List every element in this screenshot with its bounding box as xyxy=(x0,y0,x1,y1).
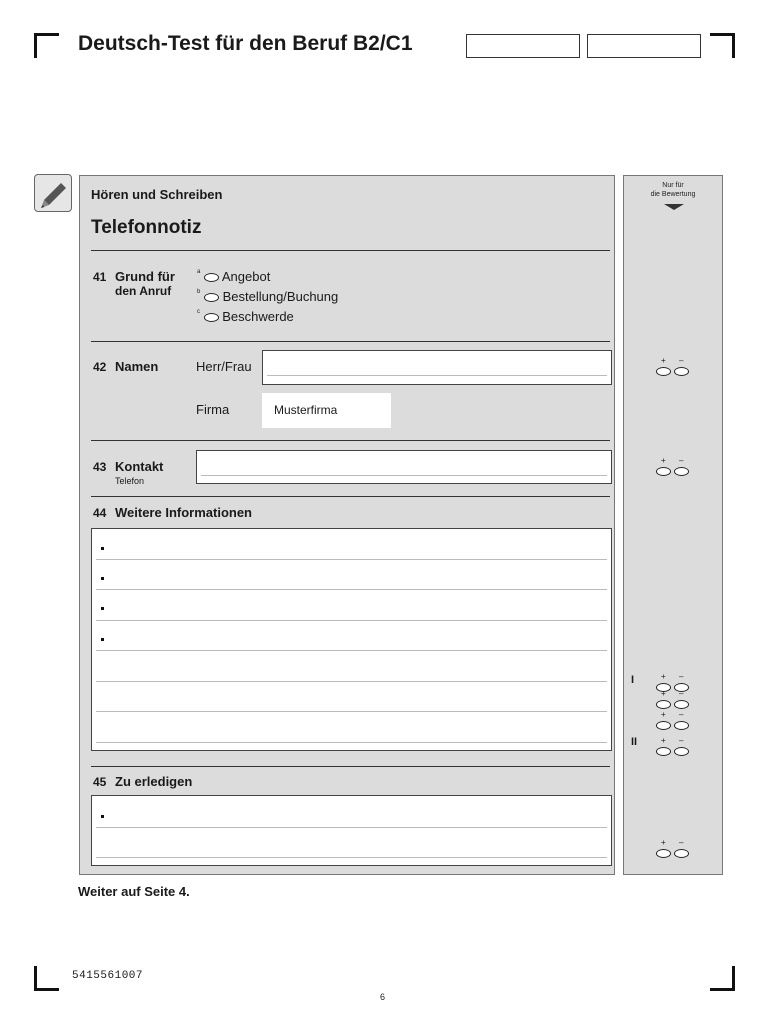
firma-value: Musterfirma xyxy=(274,403,338,417)
divider xyxy=(91,250,610,251)
score-minus-oval[interactable] xyxy=(674,721,689,730)
bullet xyxy=(101,577,104,580)
plus-sign: + xyxy=(661,456,666,465)
score-minus-oval[interactable] xyxy=(674,849,689,858)
radio-oval[interactable] xyxy=(204,313,219,322)
bullet xyxy=(101,607,104,610)
plus-sign: + xyxy=(661,838,666,847)
plus-sign: + xyxy=(661,672,666,681)
question-number-43: 43 xyxy=(93,460,107,474)
form-panel xyxy=(79,175,615,875)
score-plus-oval[interactable] xyxy=(656,849,671,858)
question-label-43: Kontakt xyxy=(115,459,164,474)
plus-sign: + xyxy=(661,689,666,698)
bullet xyxy=(101,815,104,818)
minus-sign: – xyxy=(679,689,684,698)
option-b[interactable] xyxy=(197,289,338,304)
kontakt-field[interactable] xyxy=(196,450,612,484)
minus-sign: – xyxy=(679,736,684,745)
plus-sign: + xyxy=(661,710,666,719)
writing-line xyxy=(267,375,607,376)
option-text: Beschwerde xyxy=(222,309,294,324)
divider xyxy=(91,766,610,767)
score-plus-oval[interactable] xyxy=(656,747,671,756)
corner-mark-bottom-left xyxy=(34,966,59,991)
divider xyxy=(91,496,610,497)
writing-line xyxy=(96,742,607,743)
page-title: Deutsch-Test für den Beruf B2/C1 xyxy=(78,32,413,55)
roman-numeral-1: I xyxy=(631,674,635,686)
form-heading: Telefonnotiz xyxy=(91,217,202,238)
option-c[interactable] xyxy=(197,309,294,324)
writing-line xyxy=(96,681,607,682)
header-input-box-1[interactable] xyxy=(466,34,580,58)
score-minus-oval[interactable] xyxy=(674,367,689,376)
option-text: Bestellung/Buchung xyxy=(222,289,339,304)
question-number-44: 44 xyxy=(93,506,107,520)
document-code: 5415561007 xyxy=(72,970,144,982)
radio-oval[interactable] xyxy=(204,293,219,302)
plus-sign: + xyxy=(661,356,666,365)
score-minus-oval[interactable] xyxy=(674,467,689,476)
question-label-42: Namen xyxy=(115,359,159,374)
minus-sign: – xyxy=(679,456,684,465)
minus-sign: – xyxy=(679,838,684,847)
firma-label: Firma xyxy=(196,402,230,417)
section-label: Hören und Schreiben xyxy=(91,187,223,202)
continue-note: Weiter auf Seite 4. xyxy=(78,884,190,899)
writing-line xyxy=(96,589,607,590)
question-sublabel-43: Telefon xyxy=(115,476,145,486)
evaluation-note-line2: die Bewertung xyxy=(650,191,696,198)
page-number: 6 xyxy=(380,992,386,1002)
score-q44-2 xyxy=(656,689,692,712)
question-label-41-line2: den Anruf xyxy=(115,284,172,298)
writing-line xyxy=(201,475,607,476)
option-letter: a xyxy=(197,269,201,275)
roman-numeral-2: II xyxy=(631,736,638,748)
score-q45 xyxy=(656,838,692,861)
writing-line xyxy=(96,559,607,560)
corner-mark-top-right xyxy=(710,33,735,58)
score-plus-oval[interactable] xyxy=(656,700,671,709)
question-number-45: 45 xyxy=(93,775,107,789)
header-input-box-2[interactable] xyxy=(587,34,701,58)
score-q43 xyxy=(656,456,692,479)
weitere-informationen-field[interactable] xyxy=(91,528,612,751)
score-q44-4 xyxy=(656,736,692,759)
score-plus-oval[interactable] xyxy=(656,467,671,476)
question-label-45: Zu erledigen xyxy=(115,774,193,789)
divider xyxy=(91,341,610,342)
option-a[interactable] xyxy=(197,269,270,284)
evaluation-note xyxy=(624,181,722,199)
radio-oval[interactable] xyxy=(204,273,219,282)
minus-sign: – xyxy=(679,710,684,719)
option-letter: b xyxy=(197,289,201,295)
corner-mark-top-left xyxy=(34,33,59,58)
minus-sign: – xyxy=(679,672,684,681)
score-plus-oval[interactable] xyxy=(656,721,671,730)
herr-frau-field[interactable] xyxy=(262,350,612,385)
evaluation-sidebar xyxy=(623,175,723,875)
question-label-41: Grund für xyxy=(115,269,175,284)
score-minus-oval[interactable] xyxy=(674,747,689,756)
arrow-down-icon xyxy=(664,204,684,210)
score-q44-3 xyxy=(656,710,692,733)
writing-line xyxy=(96,827,607,828)
score-minus-oval[interactable] xyxy=(674,700,689,709)
score-plus-oval[interactable] xyxy=(656,367,671,376)
bullet xyxy=(101,638,104,641)
bullet xyxy=(101,547,104,550)
question-number-42: 42 xyxy=(93,360,107,374)
corner-mark-bottom-right xyxy=(710,966,735,991)
question-label-44: Weitere Informationen xyxy=(115,505,253,520)
writing-line xyxy=(96,650,607,651)
writing-line xyxy=(96,857,607,858)
herr-frau-label: Herr/Frau xyxy=(196,359,252,374)
score-q42 xyxy=(656,356,692,379)
zu-erledigen-field[interactable] xyxy=(91,795,612,866)
minus-sign: – xyxy=(679,356,684,365)
evaluation-note-line1: Nur für xyxy=(662,182,684,189)
divider xyxy=(91,440,610,441)
option-letter: c xyxy=(197,309,200,315)
writing-line xyxy=(96,711,607,712)
option-text: Angebot xyxy=(221,269,271,284)
question-number-41: 41 xyxy=(93,270,107,284)
firma-field[interactable] xyxy=(262,393,391,428)
pencil-icon xyxy=(34,174,72,212)
plus-sign: + xyxy=(661,736,666,745)
writing-line xyxy=(96,620,607,621)
